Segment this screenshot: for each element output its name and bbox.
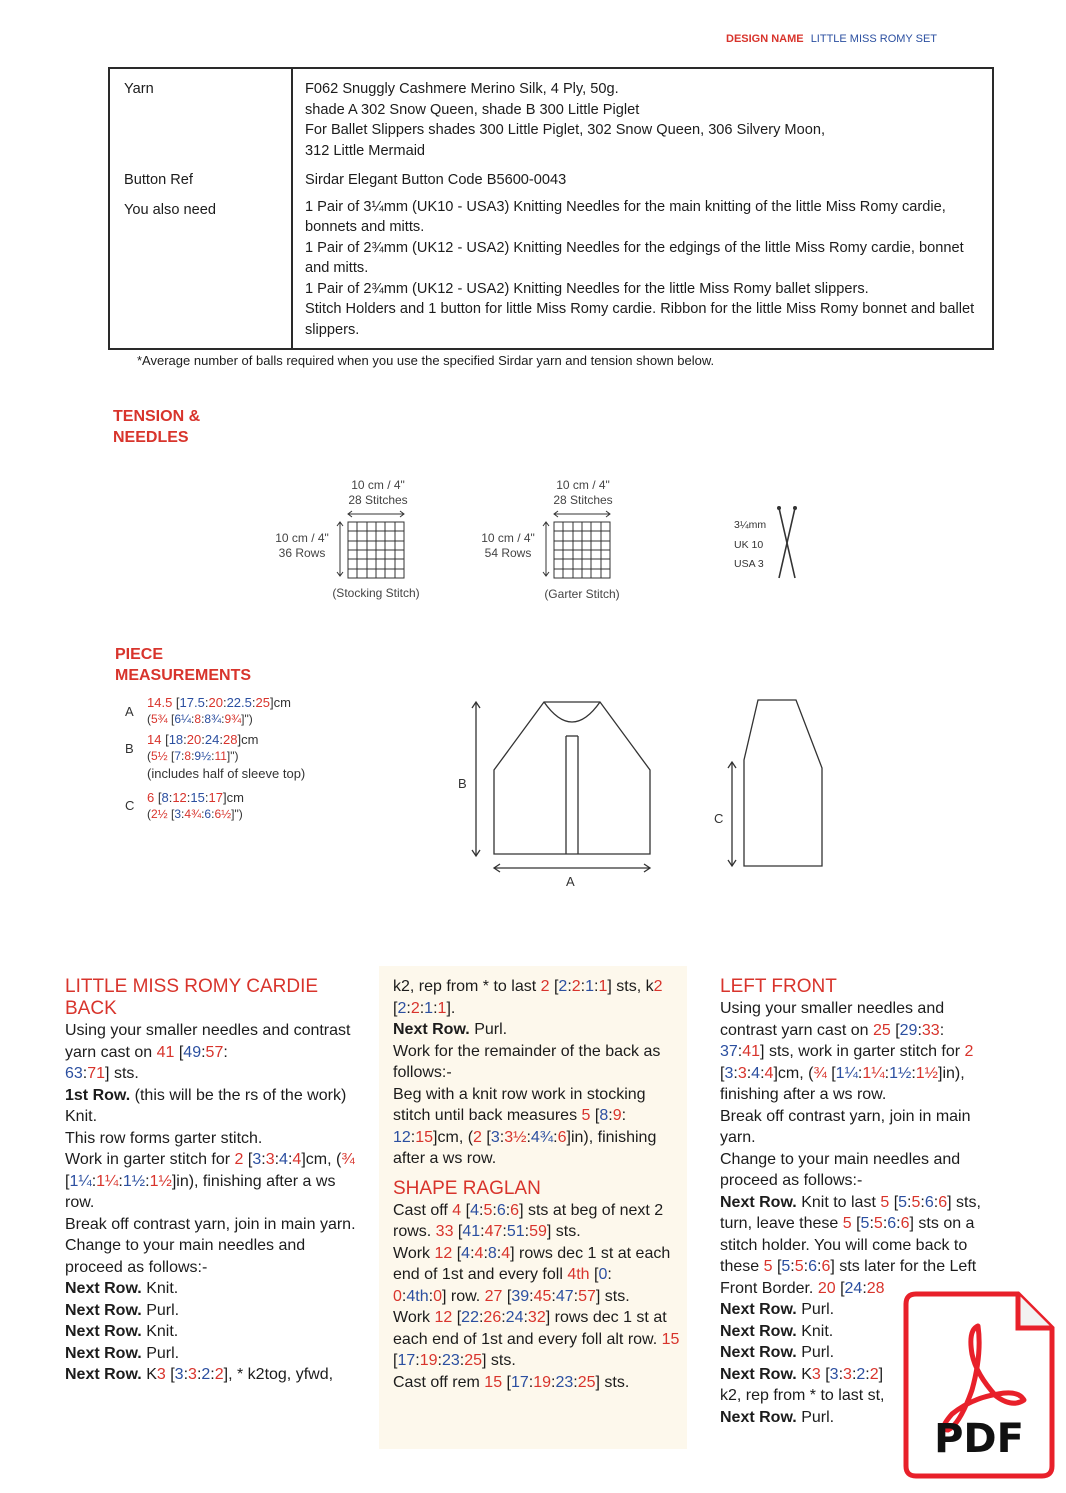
button-line: Sirdar Elegant Button Code B5600-0043 (305, 172, 567, 188)
materials-label: Button Ref (109, 161, 292, 191)
instruction-text: Change to your main needles and proceed as follows:- (720, 1150, 961, 1189)
yarn-line: shade A 302 Snow Queen, shade B 300 Little Piglet (305, 101, 640, 118)
meas-c: 6 [8:12:15:17]cm (2½ [3:4¾:6:6½]") (147, 790, 244, 821)
size-value: 24 (204, 732, 220, 747)
design-name-value: LITTLE MISS ROMY SET (810, 33, 938, 45)
meas-note: (includes half of sleeve top) (147, 766, 306, 781)
swatch-label: 36 Rows (278, 546, 326, 560)
swatch-label: 28 Stitches (348, 493, 408, 507)
needs-line: 1 Pair of 3¼mm (UK10 - USA3) Knitting Needles for the main knitting of the little Miss Romy cardie, bonnets and mitts. (305, 198, 946, 235)
size-value: 14.5 (147, 695, 173, 710)
size-value: 6¼ (174, 712, 192, 726)
yarn-line: For Ballet Slippers shades 300 Little Piglet, 302 Snow Queen, 306 Silvery Moon, (305, 122, 825, 138)
size-value: 7 (174, 749, 182, 763)
swatch2-caption: (Garter Stitch) (544, 587, 620, 601)
size-value: 8 (194, 712, 202, 726)
size-value: 22.5 (226, 695, 252, 710)
swatch-label: 10 cm / 4" (556, 478, 610, 492)
materials-value (292, 68, 993, 161)
needle-usa: USA 3 (734, 558, 764, 570)
size-value: 2½ (151, 807, 168, 821)
crossed-needles-icon (772, 504, 802, 582)
size-value: 12 (172, 790, 187, 805)
size-value: 11 (214, 749, 227, 763)
swatch1-caption: (Stocking Stitch) (332, 586, 420, 600)
swatch1-height-label (262, 531, 342, 561)
tension-title (113, 406, 200, 448)
materials-row-button (109, 161, 993, 191)
size-value: 20 (186, 732, 202, 747)
materials-label: Yarn (109, 68, 292, 161)
tension-title-line: TENSION & (113, 408, 201, 425)
swatch-label: 10 cm / 4" (275, 531, 329, 545)
cardie-body-diagram (450, 690, 880, 895)
materials-row-needs (109, 191, 993, 350)
size-value: 8 (184, 749, 192, 763)
instruction-text: Next Row. Knit. (720, 1322, 834, 1340)
needle-mm: 3¼mm (734, 519, 767, 531)
size-value: 28 (222, 732, 238, 747)
diagram-label-a: A (566, 874, 575, 889)
size-value: 17 (208, 790, 223, 805)
needs-line: 1 Pair of 2¾mm (UK12 - USA2) Knitting Needles for the little Miss Romy ballet slippers. (305, 280, 869, 297)
footnote: *Average number of balls required when you use the specified Sirdar yarn and tension shown below. (137, 353, 715, 368)
size-value: 14 (147, 732, 162, 747)
size-value: 8 (161, 790, 169, 805)
meas-b: 14 [18:20:24:28]cm (5½ [7:8:9½:11]") (includes half of sleeve top) (147, 732, 306, 781)
instruction-text: Next Row. K3 [3:3:2:2] (720, 1365, 884, 1383)
instruction-text: k2, rep from * to last st, (720, 1387, 885, 1404)
instruction-text: Work for the remainder of the back as follows:- (393, 1042, 661, 1081)
stocking-swatch-grid (334, 510, 414, 582)
instruction-text: Using your smaller needles and contrast yarn cast on 25 [29:33: 37:41] sts, work in garter stitch for 2 [3:3:4:4]cm, (¾ [1¼:1¼:1½:1½]in), finishing after a ws row. (720, 1000, 974, 1103)
design-header (726, 33, 937, 45)
pieces-title-line: PIECE (115, 646, 164, 663)
instruction-text: This row forms garter stitch. (65, 1129, 263, 1147)
instruction-text: k2, rep from * to last 2 [2:2:1:1] sts, k2 [2:2:1:1]. (393, 978, 663, 1017)
instruction-text: Using your smaller needles and contrast yarn cast on 41 [49:57: 63:71] sts. (65, 1022, 351, 1082)
meas-a: 14.5 [17.5:20:22.5:25]cm (5¾ [6¼:8:8¾:9¾]") (147, 695, 291, 726)
yarn-line: 312 Little Mermaid (305, 142, 426, 159)
size-value: 17.5 (179, 695, 205, 710)
yarn-line: F062 Snuggly Cashmere Merino Silk, 4 Ply, 50g. (305, 81, 619, 97)
materials-row-yarn (109, 68, 993, 161)
instruction-text: 1st Row. (this will be the rs of the work) Knit. (65, 1086, 347, 1125)
instruction-text: Work 12 [22:26:24:32] rows dec 1 st at each end of 1st and every foll alt row. 15 [17:19:23:25] sts. (393, 1309, 680, 1369)
instruction-text: Break off contrast yarn, join in main yarn. (65, 1215, 356, 1233)
size-value: 25 (255, 695, 270, 710)
size-value: 8¾ (204, 712, 222, 726)
needle-size-label (734, 516, 766, 575)
swatch-label: 10 cm / 4" (351, 478, 405, 492)
materials-value (292, 161, 993, 191)
section-heading: SHAPE RAGLAN (393, 1177, 541, 1199)
instruction-text: Next Row. Purl. (720, 1301, 835, 1318)
raglan-column (393, 976, 683, 1393)
needs-line: Stitch Holders and 1 button for little Miss Romy cardie. Ribbon for the little Miss Romy bonnet and ballet slippers. (305, 301, 975, 338)
back-column (65, 976, 365, 1386)
materials-label: You also need (109, 191, 292, 350)
instruction-text: Next Row. Purl. (65, 1344, 180, 1362)
instruction-text: Next Row. Purl. (720, 1408, 835, 1426)
instruction-text: Next Row. Purl. (720, 1344, 835, 1361)
instruction-text: Change to your main needles and proceed as follows:- (65, 1237, 306, 1276)
meas-letter-c: C (125, 798, 135, 813)
size-value: 9¾ (224, 712, 242, 726)
meas-letter-b: B (125, 741, 134, 756)
diagram-label-c: C (714, 811, 724, 826)
instruction-text: Cast off 4 [4:5:6:6] sts at beg of next 2 rows. 33 [41:47:51:59] sts. (393, 1201, 664, 1240)
size-value: 15 (190, 790, 205, 805)
size-value: 4¾ (184, 807, 202, 821)
instruction-text: Next Row. Knit to last 5 [5:5:6:6] sts, turn, leave these 5 [5:5:6:6] sts on a stitch holder. You will come back to these 5 [5:5:6:6] sts later for the Left Front Border. 20 [24:28 (720, 1193, 981, 1297)
swatch-label: 54 Rows (484, 546, 532, 560)
pieces-title (115, 644, 251, 686)
size-value: 5¾ (151, 712, 168, 726)
needs-line: 1 Pair of 2¾mm (UK12 - USA2) Knitting Needles for the edgings of the little Miss Romy cardie, bonnet and mitts. (305, 239, 964, 276)
size-value: 3 (174, 807, 182, 821)
size-value: 18 (168, 732, 184, 747)
section-heading: LEFT FRONT (720, 976, 837, 997)
pdf-label: PDF (934, 1416, 1024, 1462)
instruction-text: Next Row. Purl. (393, 1021, 508, 1038)
size-value: 6 (204, 807, 212, 821)
design-name-key: DESIGN NAME (726, 33, 804, 45)
materials-table (108, 67, 994, 350)
needle-uk: UK 10 (734, 538, 764, 551)
diagram-label-b: B (458, 776, 467, 791)
instruction-text: Work in garter stitch for 2 [3:3:4:4]cm, (¾ [1¼:1¼:1½:1½]in), finishing after a ws row. (65, 1151, 355, 1211)
section-heading: LITTLE MISS ROMY CARDIE BACK (65, 976, 319, 1019)
tension-title-line: NEEDLES (113, 429, 189, 446)
size-value: 20 (208, 695, 223, 710)
instruction-text: Next Row. K3 [3:3:2:2], * k2tog, yfwd, (65, 1366, 334, 1383)
materials-value (292, 191, 993, 350)
size-value: 6 (147, 790, 155, 805)
instruction-text: Beg with a knit row work in stocking stitch until back measures 5 [8:9: 12:15]cm, (2 [3:3½:4¾:6]in), finishing after a ws row. (393, 1085, 657, 1167)
garter-swatch-grid (540, 510, 620, 582)
instruction-text: Cast off rem 15 [17:19:23:25] sts. (393, 1373, 630, 1391)
swatch1-width-label (328, 478, 428, 508)
swatch-label: 10 cm / 4" (481, 531, 535, 545)
instruction-text: Break off contrast yarn, join in main yarn. (720, 1107, 971, 1146)
size-value: 6½ (214, 807, 232, 821)
size-value: 5½ (151, 749, 168, 763)
pdf-download-badge[interactable] (902, 1290, 1056, 1480)
instruction-text: Work 12 [4:4:8:4] rows dec 1 st at each end of 1st and every foll 4th [0: 0:4th:0] row. 27 [39:45:47:57] sts. (393, 1244, 671, 1305)
meas-letter-a: A (125, 704, 134, 719)
size-value: 9½ (194, 749, 212, 763)
swatch2-height-label (468, 531, 548, 561)
swatch2-width-label (533, 478, 633, 508)
swatch-label: 28 Stitches (553, 493, 613, 507)
pieces-title-line: MEASUREMENTS (115, 667, 252, 684)
instruction-text: Next Row. Purl. (65, 1301, 180, 1319)
instruction-text: Next Row. Knit. (65, 1323, 179, 1340)
instruction-text: Next Row. Knit. (65, 1280, 179, 1297)
